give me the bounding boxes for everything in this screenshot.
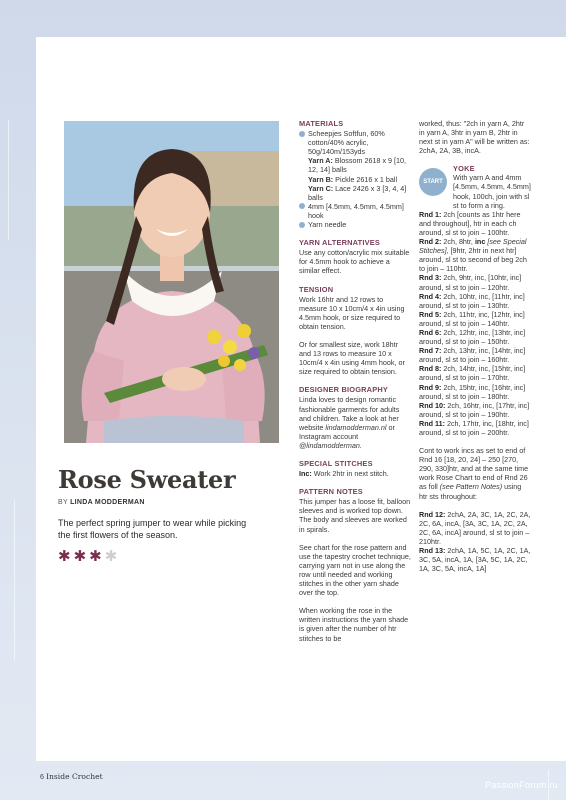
pattern-round: Rnd 9: 2ch, 15htr, inc, [16htr, inc] around, sl st to join – 180htr. bbox=[419, 382, 526, 401]
pattern-round: Rnd 12: 2chA, 2A, 3C, 1A, 2C, 2A, 2C, 6A, incA, [3A, 3C, 1A, 2C, 2A, 2C, 6A, incA] around, sl st to join – 210htr. bbox=[419, 509, 531, 546]
designer-text: Linda loves to design romantic fashionable garments for adults and children. Take a look at her website lindamodderman.nl or Instagram account @lindamodderman. bbox=[299, 395, 400, 450]
rounds-list bbox=[419, 210, 531, 437]
page-footer bbox=[40, 772, 103, 781]
materials-section bbox=[299, 119, 411, 229]
yarn-alternatives-heading: YARN ALTERNATIVES bbox=[299, 238, 381, 248]
pattern-notes-text: See chart for the rose pattern and use the tapestry crochet technique, carrying yarn not in use along the row until needed and working stitches in the other yarn shade over the top. bbox=[299, 542, 411, 598]
materials-item bbox=[299, 220, 411, 229]
pattern-notes-section bbox=[299, 487, 411, 642]
magazine-page bbox=[36, 37, 566, 761]
yarn-row: Yarn A: Blossom 2618 x 9 [10, 12, 14] balls bbox=[308, 156, 407, 175]
pattern-round: Rnd 6: 2ch, 12htr, inc, [13htr, inc] around, sl st to join – 150htr. bbox=[419, 327, 526, 347]
difficulty-star-empty-icon: ✱ bbox=[104, 548, 118, 565]
special-stitch-definition: Inc: Work 2htr in next stitch. bbox=[299, 469, 389, 479]
pattern-column-2 bbox=[419, 119, 531, 573]
bullet-icon bbox=[299, 222, 305, 228]
pattern-notes-continued: worked, thus: "2ch in yarn A, 2htr in yarn A, 3htr in yarn B, 2htr in next st in yarn A" will be written as: 2chA, 2A, 3B, incA. bbox=[419, 119, 530, 156]
designer-heading: DESIGNER BIOGRAPHY bbox=[299, 385, 389, 395]
tension-text-alt: Or for smallest size, work 18htr and 13 rows to measure 10 x 10cm/4 x 4in using 4mm hook, or size required to obtain tension. bbox=[299, 339, 405, 377]
special-stitches-heading: SPECIAL STITCHES bbox=[299, 459, 373, 468]
designer-website-link[interactable]: lindamodderman.nl bbox=[325, 422, 387, 432]
continue-instructions: Cont to work incs as set to end of Rnd 16 [18, 20, 24] – 250 [270, 290, 330]htr, and at the same time work Rose Chart to end of Rnd 26 as foll (see Pattern Notes) using htr sts throughout: bbox=[419, 446, 529, 501]
yarn-row: Yarn C: Lace 2426 x 3 [3, 4, 4] balls bbox=[308, 183, 407, 202]
pattern-notes-text: This jumper has a loose fit, balloon sleeves and is worked top down. The body and sleeves are worked in spirals. bbox=[299, 497, 411, 534]
difficulty-star-filled-icon: ✱ bbox=[73, 548, 87, 565]
tension-text: Work 16htr and 12 rows to measure 10 x 10cm/4 x 4in using 4.5mm hook, or size required to obtain tension. bbox=[299, 294, 405, 331]
bullet-icon bbox=[299, 131, 305, 137]
designer-name: LINDA MODDERMAN bbox=[70, 499, 145, 506]
page-number: 6 bbox=[40, 772, 44, 781]
bullet-icon bbox=[299, 203, 305, 209]
pattern-round: Rnd 3: 2ch, 9htr, inc, [10htr, inc] around, sl st to join – 120htr. bbox=[419, 273, 522, 292]
yarn-alternatives-text: Use any cotton/acrylic mix suitable for 4.5mm hook to achieve a similar effect. bbox=[299, 248, 410, 276]
pattern-round: Rnd 1: 2ch [counts as 1htr here and throughout], htr in each ch around, sl st to join – 100htr. bbox=[419, 209, 521, 237]
model-photo bbox=[64, 121, 279, 443]
pattern-round: Rnd 5: 2ch, 11htr, inc, [12htr, inc] around, sl st to join – 140htr. bbox=[419, 309, 525, 328]
difficulty-rating bbox=[58, 549, 117, 564]
byline-prefix: BY bbox=[58, 499, 68, 506]
tension-section bbox=[299, 285, 411, 377]
pattern-column-1 bbox=[299, 119, 411, 652]
materials-item bbox=[299, 129, 411, 202]
materials-item-text: Scheepjes Softfun, 60% cotton/40% acrylic, 50g/140m/153yds bbox=[308, 129, 385, 157]
materials-item-text: Yarn needle bbox=[308, 220, 347, 230]
pattern-notes-heading: PATTERN NOTES bbox=[299, 487, 363, 497]
byline bbox=[58, 499, 145, 506]
model-photo-illustration bbox=[64, 121, 279, 443]
pattern-round: Rnd 10: 2ch, 16htr, inc, [17htr, inc] around, sl st to join – 190htr. bbox=[419, 400, 530, 419]
designer-instagram-link[interactable]: @lindamodderman. bbox=[299, 440, 362, 450]
yarn-row: Yarn B: Pickle 2616 x 1 ball bbox=[308, 174, 398, 184]
article-title: Rose Sweater bbox=[58, 465, 236, 494]
yoke-intro bbox=[419, 164, 531, 188]
publication-name: Inside Crochet bbox=[46, 772, 103, 781]
pattern-round: Rnd 4: 2ch, 10htr, inc, [11htr, inc] around, sl st to join – 130htr. bbox=[419, 291, 525, 310]
pattern-notes-text: When working the rose in the written instructions the yarn shade is given after the number of htr stitches to be bbox=[299, 606, 409, 643]
pattern-round: Rnd 2: 2ch, 8htr, inc [see Special Stitches], [9htr, 2htr in next htr] around, sl st to second of beg 2ch to join – 110htr. bbox=[419, 237, 527, 274]
pattern-round: Rnd 11: 2ch, 17htr, inc, [18htr, inc] around, sl st to join – 200htr. bbox=[419, 418, 529, 437]
watermark: PassionForum.ru bbox=[484, 780, 558, 790]
materials-heading: MATERIALS bbox=[299, 119, 344, 128]
tension-heading: TENSION bbox=[299, 284, 334, 294]
materials-item bbox=[299, 202, 411, 220]
special-stitches-section bbox=[299, 459, 411, 478]
difficulty-star-filled-icon: ✱ bbox=[89, 548, 102, 565]
pattern-round: Rnd 13: 2chA, 1A, 5C, 1A, 2C, 1A, 3C, 5A, incA, 1A, [3A, 5C, 1A, 2C, 1A, 3C, 5A, incA, 1A] bbox=[419, 546, 531, 574]
standfirst: The perfect spring jumper to wear while picking the first flowers of the season. bbox=[58, 518, 247, 540]
pattern-round: Rnd 8: 2ch, 14htr, inc, [15htr, inc] around, sl st to join – 170htr. bbox=[419, 364, 526, 383]
decorative-sprig bbox=[8, 120, 9, 240]
rounds-list-rose bbox=[419, 510, 531, 574]
pattern-round: Rnd 7: 2ch, 13htr, inc, [14htr, inc] around, sl st to join – 160htr. bbox=[419, 346, 526, 365]
materials-item-text: 4mm [4.5mm, 4.5mm, 4.5mm] hook bbox=[308, 201, 404, 220]
yarn-alternatives-section bbox=[299, 238, 411, 275]
yoke-intro-text: With yarn A and 4mm [4.5mm, 4.5mm, 4.5mm] hook, 100ch, join with sl st to form a ring. bbox=[453, 173, 531, 210]
start-badge: START bbox=[419, 168, 447, 196]
designer-section bbox=[299, 385, 411, 450]
decorative-sprig bbox=[14, 500, 15, 660]
difficulty-star-filled-icon: ✱ bbox=[58, 548, 71, 565]
yoke-heading: YOKE bbox=[453, 164, 475, 174]
